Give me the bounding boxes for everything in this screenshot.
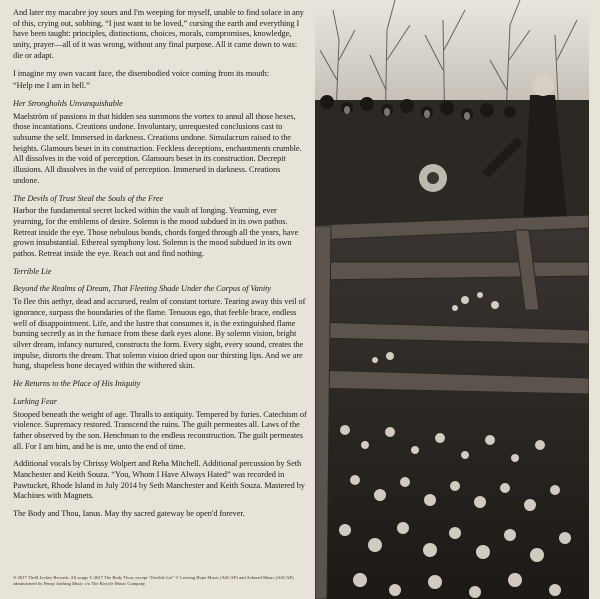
section-body: Harbor the fundamental secret locked within the vault of longing. Yearning, ever yearning, for the emblems of desire. Solemn is the mood subdued in its own pathos. Retreat inside the eye. Those nebulous bonds, chords forged through all the years, have grown insubstantial. Ethereal symphony lost. Solemn is the mood subdued in its own pathos. Retreat inside the eye. Reach out and find nothing.: [13, 206, 299, 259]
section-body: Stooped beneath the weight of age. Thralls to antiquity. Tempered by furies. Catechism of violence. Supremacy restored. Transcend the ruins. The guilt permeates all. Laws of the father observed by the son. Henchman to the endless reconstruction. The guilt permeates all. For I am him, and he is me, unto the end of time.: [13, 409, 307, 451]
closing-line: The Body and Thou, Ianus. May thy sacred gateway be open'd forever.: [13, 509, 245, 519]
section-devils: [13, 194, 307, 260]
section-lurking: [13, 397, 307, 453]
section-title: Lurking Fear: [13, 396, 57, 406]
funeral-photograph: [315, 0, 589, 599]
terrible-lie-title: Terrible Lie: [13, 266, 52, 276]
lyrics-column: [13, 8, 307, 527]
credits-paragraph: Additional vocals by Chrissy Wolpert and Reba Mitchell. Additional percussion by Seth Manchester and Keith Souza. “You, Whom I Have Always Hated” was recorded in Pawtucket, Rhode Island in July 2014 by Seth Manchester and Keith Souza. Mastered by Machines with Magnets.: [13, 459, 305, 501]
section-body: Maelström of passions in that hidden sea summons the vortex to annul all those hexes, those incantations. Creations undone. Involuntary, unrequested conclusions cast to subsume the self. Immersed in darkness. Creations undone. Simulacrum raised to the heights. Glamours beset in its construction. Feckless deceptions, enchantments crumble. All dissolves in the void of perception. Glamours beset in its construction. Decrepit illusions. All dissolves in the void of perception. Immersed in darkness. Creations undone.: [13, 111, 302, 185]
section-title: The Devils of Trust Steal the Souls of the Free: [13, 193, 164, 203]
section-strongholds: [13, 99, 307, 187]
section-title: Beyond the Realms of Dream, That Fleeting Shade Under the Corpus of Vanity: [13, 284, 271, 294]
imagine-line: I imagine my own vacant face, the disembodied voice coming from its mouth:: [13, 68, 269, 78]
section-realms: [13, 284, 307, 372]
section-title: Her Strongholds Unvanquishable: [13, 98, 123, 108]
quote-line: “Help me I am in hell.”: [13, 81, 90, 91]
section-body: To flee this aethyr, dead and accursed, realm of constant torture. Tearing away this veil of ignorance, surpass the boundaries of the flame. Tenuous ego, that feeble brace, endless well of disappointment. Life, and the lustre that consumes it, is the extinguished flame burning secretly as in the furnace from these dark eyes alone. By solemn vision, bright silver dream, infancy nurtured, constructs the form. Every sight, every sound, creates the impulse, distorts the dream. That solemn vision dried upon our thirsting lips. And we are hung, shapeless bone decayed within the withered skin.: [13, 297, 306, 371]
returns-title: He Returns to the Place of His Iniquity: [13, 379, 141, 389]
intro-paragraph: And later my macabre joy sours and I'm weeping for myself, unable to find solace in any of this, crying out, sobbing, “I just want to be loved,” cursing the earth and everything I have been taught: principles, distinctions, choices, morals, compromises, knowledge, unity, prayer—all of it was wrong, without any final purpose. All it came down to was: die or adapt.: [13, 8, 304, 60]
copyright-footer: ℗ 2017 Thrill Jockey Records. All songs © 2017 The Body Thou, except “Terrible Lie” © Leaving Hope Music (ASCAP) and Ashered Music (ASCAP) administered by Penny farthing Music c/o The Bicycle Music Company: [13, 575, 294, 586]
photo-illustration: [315, 0, 589, 599]
